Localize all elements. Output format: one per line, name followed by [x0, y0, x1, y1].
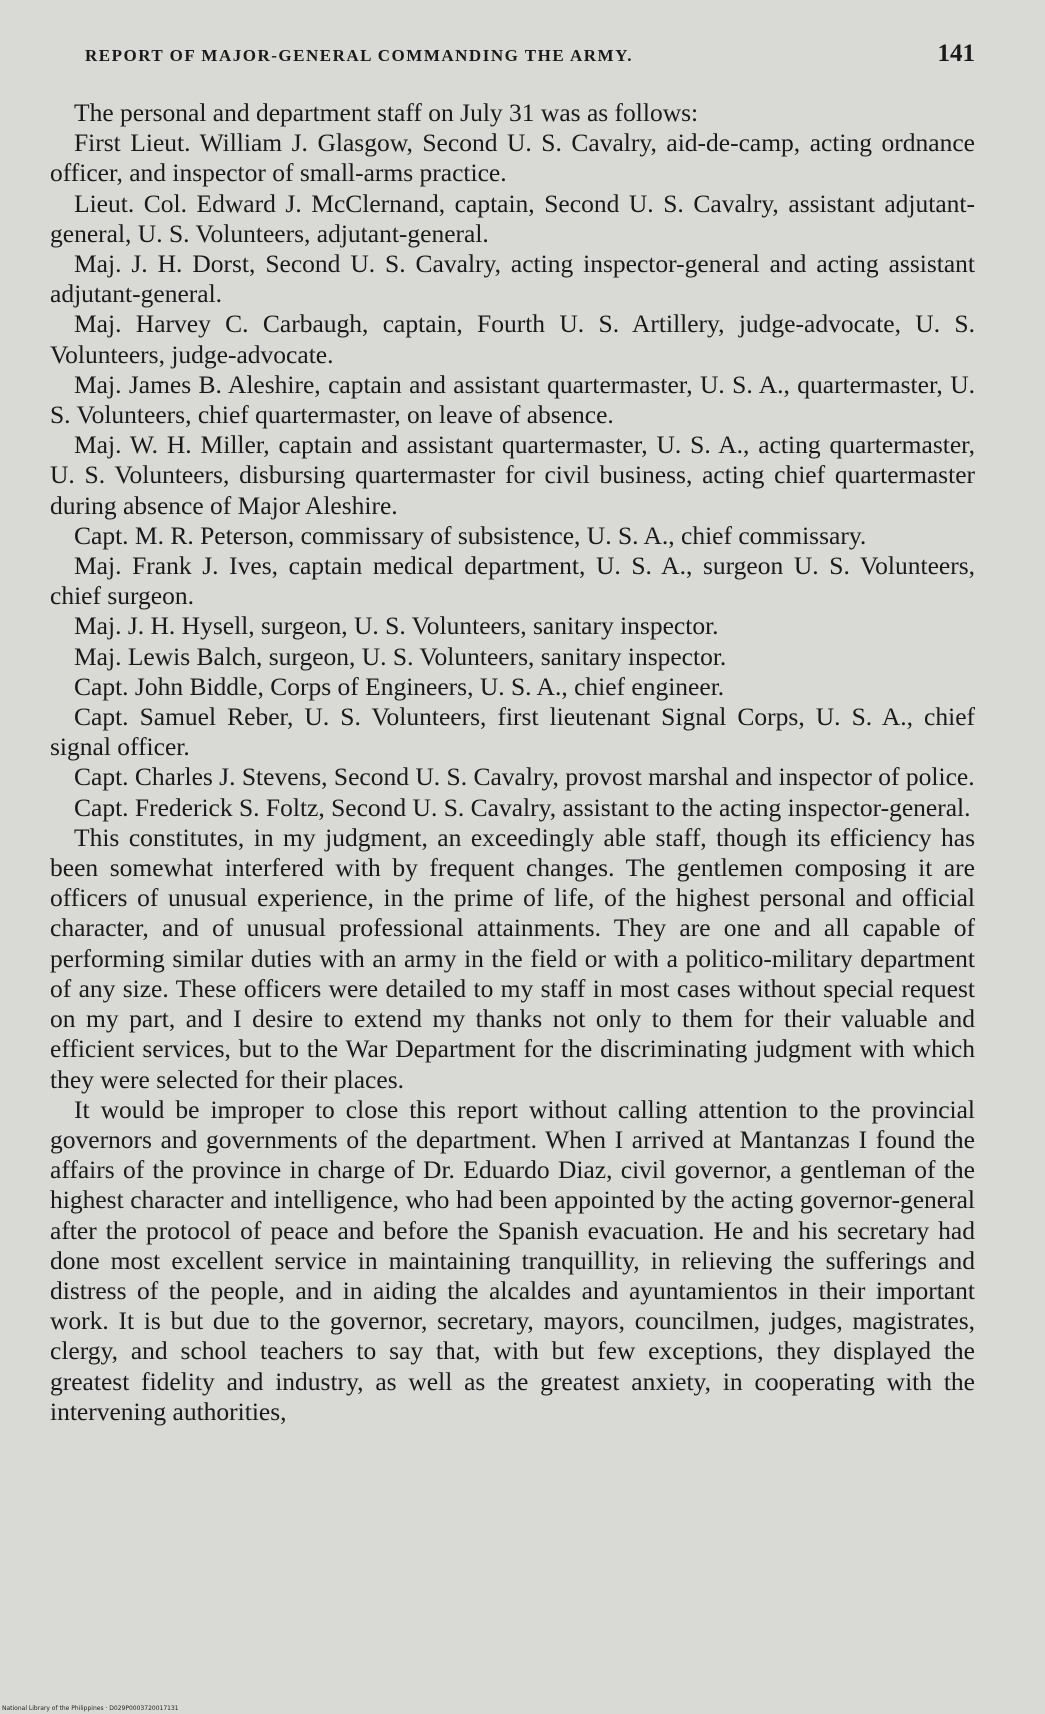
staff-entry: Capt. John Biddle, Corps of Engineers, U. S. A., chief engineer. — [74, 671, 725, 701]
staff-entry: Maj. W. H. Miller, captain and assistant quartermaster, U. S. A., acting quartermaster, U. S. Volunteers, disbursing quartermaster for civil business, acting chief quartermaster during absence of Major Aleshire. — [50, 430, 975, 520]
page-header — [50, 40, 975, 68]
staff-entry: Maj. J. H. Hysell, surgeon, U. S. Volunteers, sanitary inspector. — [74, 611, 719, 641]
body-text — [50, 98, 975, 1427]
paragraph-provincial-governors: It would be improper to close this report without calling attention to the provincial governors and governments of the department. When I arrived at Mantanzas I found the affairs of the province in charge of Dr. Eduardo Diaz, civil governor, a gentleman of the highest character and intelligence, who had been appointed by the acting governor-general after the protocol of peace and before the Spanish evacuation. He and his secretary had done most excellent service in maintaining tranquillity, in relieving the sufferings and distress of the people, and in aiding the alcaldes and ayuntamientos in their important work. It is but due to the governor, secretary, mayors, councilmen, judges, magistrates, clergy, and school teachers to say that, with but few exceptions, they displayed the greatest fidelity and industry, as well as the greatest anxiety, in cooperating with the intervening authorities, — [50, 1094, 975, 1426]
paragraph-intro: The personal and department staff on July 31 was as follows: — [74, 98, 699, 127]
staff-entry: Maj. Frank J. Ives, captain medical department, U. S. A., surgeon U. S. Volunteers, chief surgeon. — [50, 551, 975, 611]
staff-entry: Capt. Frederick S. Foltz, Second U. S. Cavalry, assistant to the acting inspector-general. — [74, 792, 971, 822]
staff-entry: First Lieut. William J. Glasgow, Second U. S. Cavalry, aid-de-camp, acting ordnance officer, and inspector of small-arms practice. — [50, 128, 975, 188]
staff-entry: Maj. J. H. Dorst, Second U. S. Cavalry, acting inspector-general and acting assistant adjutant-general. — [50, 249, 975, 309]
paragraph-staff-assessment: This constitutes, in my judgment, an exceedingly able staff, though its efficiency has been somewhat interfered with by frequent changes. The gentlemen composing it are officers of unusual experience, in the prime of life, of the highest personal and official character, and of unusual professional attainments. They are one and all capable of performing similar duties with an army in the field or with a politico-military department of any size. These officers were detailed to my staff in most cases without special request on my part, and I desire to extend my thanks not only to them for their valuable and efficient services, but to the War Department for the discriminating judgment with which they were selected for their places. — [50, 822, 975, 1094]
running-head: REPORT OF MAJOR-GENERAL COMMANDING THE ARMY. — [85, 46, 634, 65]
library-footer-tag: National Library of the Philippines · D029P0003720017131 — [2, 1705, 179, 1712]
staff-entry: Capt. M. R. Peterson, commissary of subsistence, U. S. A., chief commissary. — [74, 520, 867, 550]
staff-entry: Lieut. Col. Edward J. McClernand, captain, Second U. S. Cavalry, assistant adjutant-general, U. S. Volunteers, adjutant-general. — [50, 188, 975, 248]
staff-entry: Maj. James B. Aleshire, captain and assistant quartermaster, U. S. A., quartermaster, U. S. Volunteers, chief quartermaster, on leave of absence. — [50, 369, 975, 430]
staff-entry: Capt. Samuel Reber, U. S. Volunteers, first lieutenant Signal Corps, U. S. A., chief signal officer. — [50, 702, 975, 762]
page-number: 141 — [937, 40, 975, 67]
staff-entry: Maj. Harvey C. Carbaugh, captain, Fourth U. S. Artillery, judge-advocate, U. S. Volunteers, judge-advocate. — [50, 309, 975, 369]
staff-entry: Maj. Lewis Balch, surgeon, U. S. Volunteers, sanitary inspector. — [74, 641, 727, 671]
staff-entry: Capt. Charles J. Stevens, Second U. S. Cavalry, provost marshal and inspector of police. — [74, 762, 975, 792]
